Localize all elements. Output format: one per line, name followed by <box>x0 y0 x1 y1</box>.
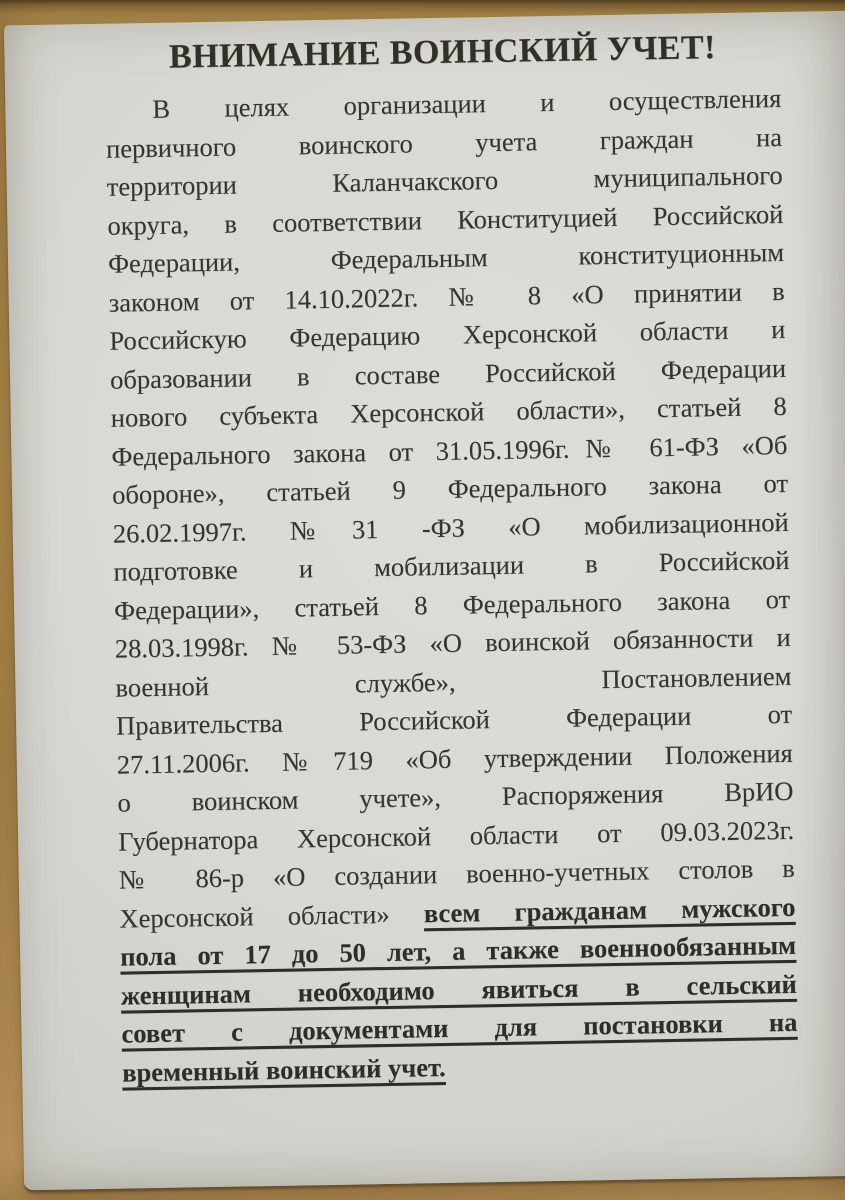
body-text: нового субъекта Херсонской области», статьей 8 <box>110 390 787 433</box>
body-text: Федерации», статьей 8 Федерального закона от <box>113 583 791 626</box>
body-text: 26.02.1997г. №31 -ФЗ «О мобилизационной <box>112 506 789 549</box>
body-text: образовании в составе Российской Федерации <box>109 352 787 395</box>
body-text: Федерального закона от 31.05.1996г.№ 61-ФЗ «Об <box>111 429 788 472</box>
body-text: Херсонской области» <box>119 897 425 934</box>
body-text: Правительства Российской Федерации от <box>115 698 793 741</box>
body-text: военной службе», Постановлением <box>115 660 792 703</box>
emphasized-text: пола от 17 до 50 лет, а также военнообязанным <box>119 929 797 972</box>
body-text: Губернатора Херсонской области от 09.03.2023г. <box>117 814 795 857</box>
document-content <box>4 12 799 1093</box>
body-text: округа, в соответствии Конституцией Российской <box>107 198 784 241</box>
body-text: законом от 14.10.2022г. № 8 «О принятии в <box>108 275 785 318</box>
paper-sheet <box>4 11 845 1191</box>
document-title: ВНИМАНИЕ ВОИНСКИЙ УЧЕТ! <box>168 29 717 76</box>
body-text: территории Каланчакского муниципального <box>106 159 783 202</box>
emphasized-text: временный воинский учет. <box>121 1051 446 1088</box>
body-text: первичного воинского учета граждан на <box>105 121 783 164</box>
body-text: обороне», статьей 9 Федерального закона от <box>111 467 789 510</box>
body-text: № 86-р «О создании военно-учетных столов в <box>118 852 795 895</box>
body-text: о воинском учете», Распоряжения ВрИО <box>117 775 794 818</box>
emphasized-text: всем гражданам мужского <box>423 891 796 928</box>
document-body <box>105 79 798 1092</box>
body-text: В целях организации и осуществления <box>152 82 782 124</box>
body-text: Российскую Федерацию Херсонской области и <box>109 313 786 356</box>
body-text: 27.11.2006г. №719 «Об утверждении Положения <box>116 737 793 780</box>
body-text: 28.03.1998г. № 53-ФЗ «О воинской обязанности и <box>114 621 791 664</box>
body-text: подготовке и мобилизации в Российской <box>113 544 790 587</box>
body-text: Федерации, Федеральным конституционным <box>107 236 785 279</box>
emphasized-text: женщинам необходимо явиться в сельский <box>120 968 797 1011</box>
emphasized-text: совет с документами для постановки на <box>121 1006 798 1049</box>
